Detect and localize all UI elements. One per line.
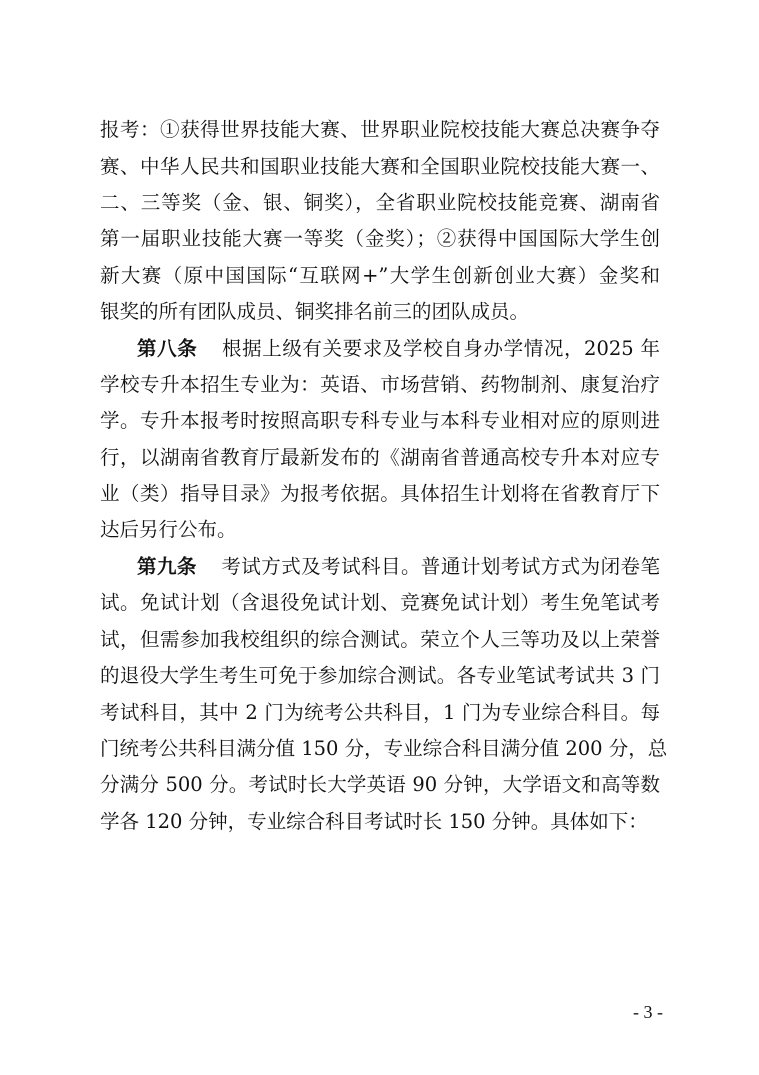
text-line: 的退役大学生考生可免于参加综合测试。各专业笔试考试共 3 门: [100, 664, 660, 687]
article-8-heading: 第八条: [137, 337, 198, 360]
text-line: 分满分 500 分。考试时长大学英语 90 分钟，大学语文和高等数: [100, 773, 660, 796]
text-line: 学校专升本招生专业为：英语、市场营销、药物制剂、康复治疗: [100, 373, 660, 396]
text-line: 第一届职业技能大赛一等奖（金奖）；②获得中国国际大学生创: [100, 227, 660, 250]
text-line: 行，以湖南省教育厅最新发布的《湖南省普通高校专升本对应专: [100, 446, 660, 469]
text-line: 二、三等奖（金、银、铜奖），全省职业院校技能竞赛、湖南省: [100, 191, 660, 214]
text-line: 银奖的所有团队成员、铜奖排名前三的团队成员。: [100, 300, 530, 323]
article-8-first-line-text: 根据上级有关要求及学校自身办学情况，2025 年: [221, 337, 660, 360]
article-8-first-line: [137, 332, 660, 366]
text-line: 达后另行公布。: [100, 518, 237, 541]
text-line: 考试科目，其中 2 门为统考公共科目，1 门为专业综合科目。每: [100, 701, 660, 724]
article-9-heading: 第九条: [137, 555, 197, 578]
text-line: 门统考公共科目满分值 150 分，专业综合科目满分值 200 分，总: [100, 737, 668, 760]
text-line: 赛、中华人民共和国职业技能大赛和全国职业院校技能大赛一、: [100, 155, 660, 178]
text-line: 试，但需参加我校组织的综合测试。荣立个人三等功及以上荣誉: [100, 628, 660, 651]
article-9-first-line-text: 考试方式及考试科目。普通计划考试方式为闭卷笔: [220, 555, 660, 578]
text-line: 学。专升本报考时按照高职专科专业与本科专业相对应的原则进: [100, 409, 660, 432]
page-number: - 3 -: [633, 1002, 663, 1022]
article-9-first-line: [137, 550, 660, 584]
text-line: 业（类）指导目录》为报考依据。具体招生计划将在省教育厅下: [100, 482, 660, 505]
text-line: 新大赛（原中国国际“互联网+”大学生创新创业大赛）金奖和: [100, 264, 660, 287]
text-line: 学各 120 分钟，专业综合科目考试时长 150 分钟。具体如下：: [100, 810, 648, 833]
text-line: 试。免试计划（含退役免试计划、竞赛免试计划）考生免笔试考: [100, 591, 660, 614]
text-line: 报考：①获得世界技能大赛、世界职业院校技能大赛总决赛争夺: [100, 118, 660, 141]
